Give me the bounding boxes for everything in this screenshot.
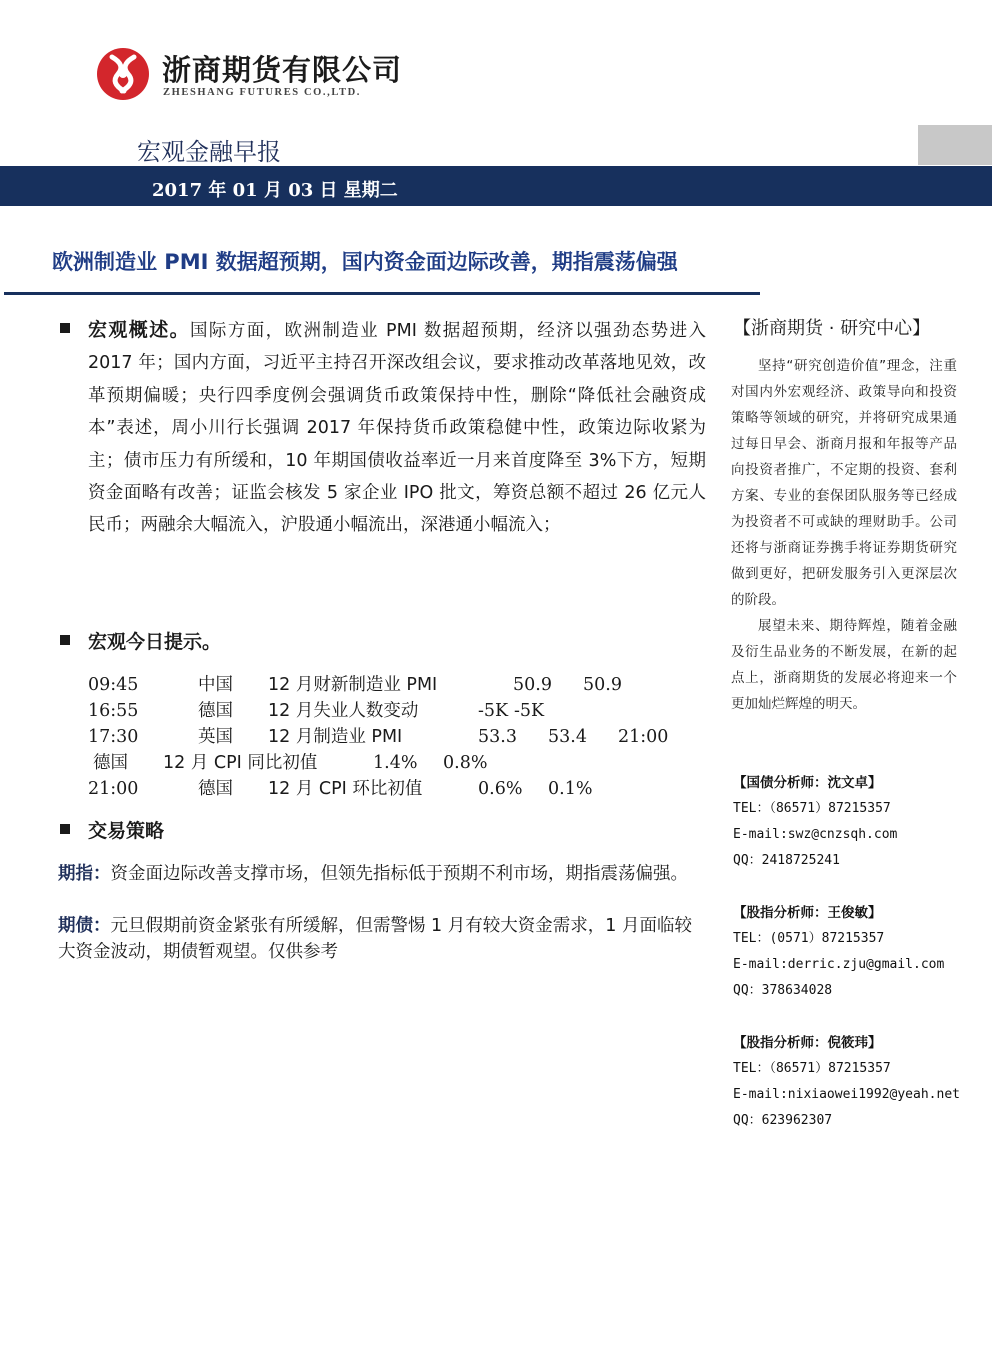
calendar-forecast: 0.1% [548, 779, 593, 799]
zheshang-logo-icon [96, 47, 150, 101]
analyst-name: 【股指分析师：王俊敏】 [733, 905, 882, 921]
analyst-qq: QQ：2418725241 [733, 853, 840, 868]
analyst-qq: QQ：623962307 [733, 1113, 833, 1128]
calendar-item: 12 月 CPI 同比初值 [163, 753, 318, 773]
analyst-qq: QQ：378634028 [733, 983, 833, 998]
calendar-forecast: 0.8% [443, 753, 488, 773]
calendar-time: 17:30 [88, 727, 139, 747]
analyst-tel: TEL：（86571）87215357 [733, 1061, 891, 1076]
macro-overview [88, 314, 706, 542]
calendar-prev: 0.6% [478, 779, 523, 799]
report-type: 宏观金融早报 [137, 138, 281, 166]
strategy-item-index-futures [58, 861, 708, 887]
analyst-card [733, 770, 973, 874]
calendar-item: 12 月 CPI 环比初值 [268, 779, 423, 799]
overview-text: 国际方面，欧洲制造业 PMI 数据超预期，经济以强劲态势进入 2017 年；国内方面，习近平主持召开深改组会议，要求推动改革落地见效，改革预期偏暖；央行四季度例会强调货币政策保持中性，删除“降低社会融资成本”表述，周小川行长强调 2017 年保持货币政策稳健中性，政策边际收紧为主；债市压力有所缓和，10 年期国债收益率近一月来首度降至 3%下方，短期资金面略有改善；证监会核发 5 家企业 IPO 批文，筹资总额不超过 26 亿元人民币；两融余大幅流入，沪股通小幅流出，深港通小幅流入； [88, 321, 706, 536]
calendar-country: 德国 [198, 701, 233, 721]
title-divider [4, 292, 760, 295]
company-name-cn: 浙商期货有限公司 [162, 53, 403, 87]
sidebar-title: 【浙商期货 · 研究中心】 [733, 318, 931, 339]
calendar-forecast: 50.9 [583, 675, 622, 695]
calendar-time: 21:00 [88, 779, 139, 799]
calendar-heading: 宏观今日提示。 [88, 631, 222, 653]
strategy-item-bond-futures [58, 913, 708, 965]
calendar-country: 德国 [93, 753, 128, 773]
calendar-forecast: -5K [514, 701, 545, 721]
calendar-prev: 1.4% [373, 753, 418, 773]
report-title: 欧洲制造业 PMI 数据超预期，国内资金面边际改善，期指震荡偏强 [52, 250, 678, 274]
analyst-email[interactable]: E-mail:nixiaowei1992@yeah.net [733, 1087, 960, 1102]
calendar-time: 21:00 [618, 727, 669, 747]
analyst-name: 【国债分析师：沈文卓】 [733, 775, 882, 791]
strategy-text: 元旦假期前资金紧张有所缓解，但需警惕 1 月有较大资金需求，1 月面临较大资金波动，期债暂观望。仅供参考 [58, 916, 692, 962]
analyst-tel: TEL：（86571）87215357 [733, 801, 891, 816]
calendar-table [0, 672, 760, 812]
overview-lead: 宏观概述。 [88, 319, 191, 341]
calendar-time: 09:45 [88, 675, 139, 695]
strategy-label: 期指： [58, 864, 111, 884]
bullet-square-icon [60, 323, 70, 333]
calendar-country: 中国 [198, 675, 233, 695]
calendar-prev: 50.9 [513, 675, 552, 695]
bullet-square-icon [60, 635, 70, 645]
calendar-country: 德国 [198, 779, 233, 799]
strategy-label: 期债： [58, 916, 111, 936]
sidebar-intro-paragraph: 展望未来、期待辉煌，随着金融及衍生品业务的不断发展，在新的起点上，浙商期货的发展必将迎来一个更加灿烂辉煌的明天。 [731, 618, 957, 712]
analyst-email[interactable]: E-mail:swz@cnzsqh.com [733, 827, 898, 842]
sidebar-intro-paragraph: 坚持“研究创造价值”理念，注重对国内外宏观经济、政策导向和投资策略等领域的研究，并将研究成果通过每日早会、浙商月报和年报等产品向投资者推广，不定期的投资、套利方案、专业的套保团队服务等已经成为投资者不可或缺的理财助手。公司还将与浙商证券携手将证券期货研究做到更好，把研发服务引入更深层次的阶段。 [731, 358, 957, 608]
bullet-square-icon [60, 824, 70, 834]
calendar-prev: 53.3 [478, 727, 517, 747]
report-date: 2017 年 01 月 03 日 星期二 [152, 180, 398, 201]
calendar-country: 英国 [198, 727, 233, 747]
analyst-email[interactable]: E-mail:derric.zju@gmail.com [733, 957, 945, 972]
calendar-item: 12 月财新制造业 PMI [268, 675, 438, 695]
strategy-text: 资金面边际改善支撑市场，但领先指标低于预期不利市场，期指震荡偏强。 [110, 864, 688, 884]
calendar-time: 16:55 [88, 701, 139, 721]
analyst-card [733, 1030, 973, 1134]
calendar-item: 12 月制造业 PMI [268, 727, 403, 747]
analyst-card [733, 900, 973, 1004]
sidebar-intro [731, 353, 957, 717]
calendar-item: 12 月失业人数变动 [268, 701, 419, 721]
company-name-en: ZHESHANG FUTURES CO.,LTD. [163, 87, 362, 98]
header-gray-block [918, 125, 992, 165]
analyst-name: 【股指分析师：倪筱玮】 [733, 1035, 882, 1051]
calendar-forecast: 53.4 [548, 727, 587, 747]
header-bar [0, 166, 992, 206]
analyst-tel: TEL：(0571）87215357 [733, 931, 885, 946]
strategy-heading: 交易策略 [88, 820, 165, 842]
calendar-prev: -5K [478, 701, 509, 721]
